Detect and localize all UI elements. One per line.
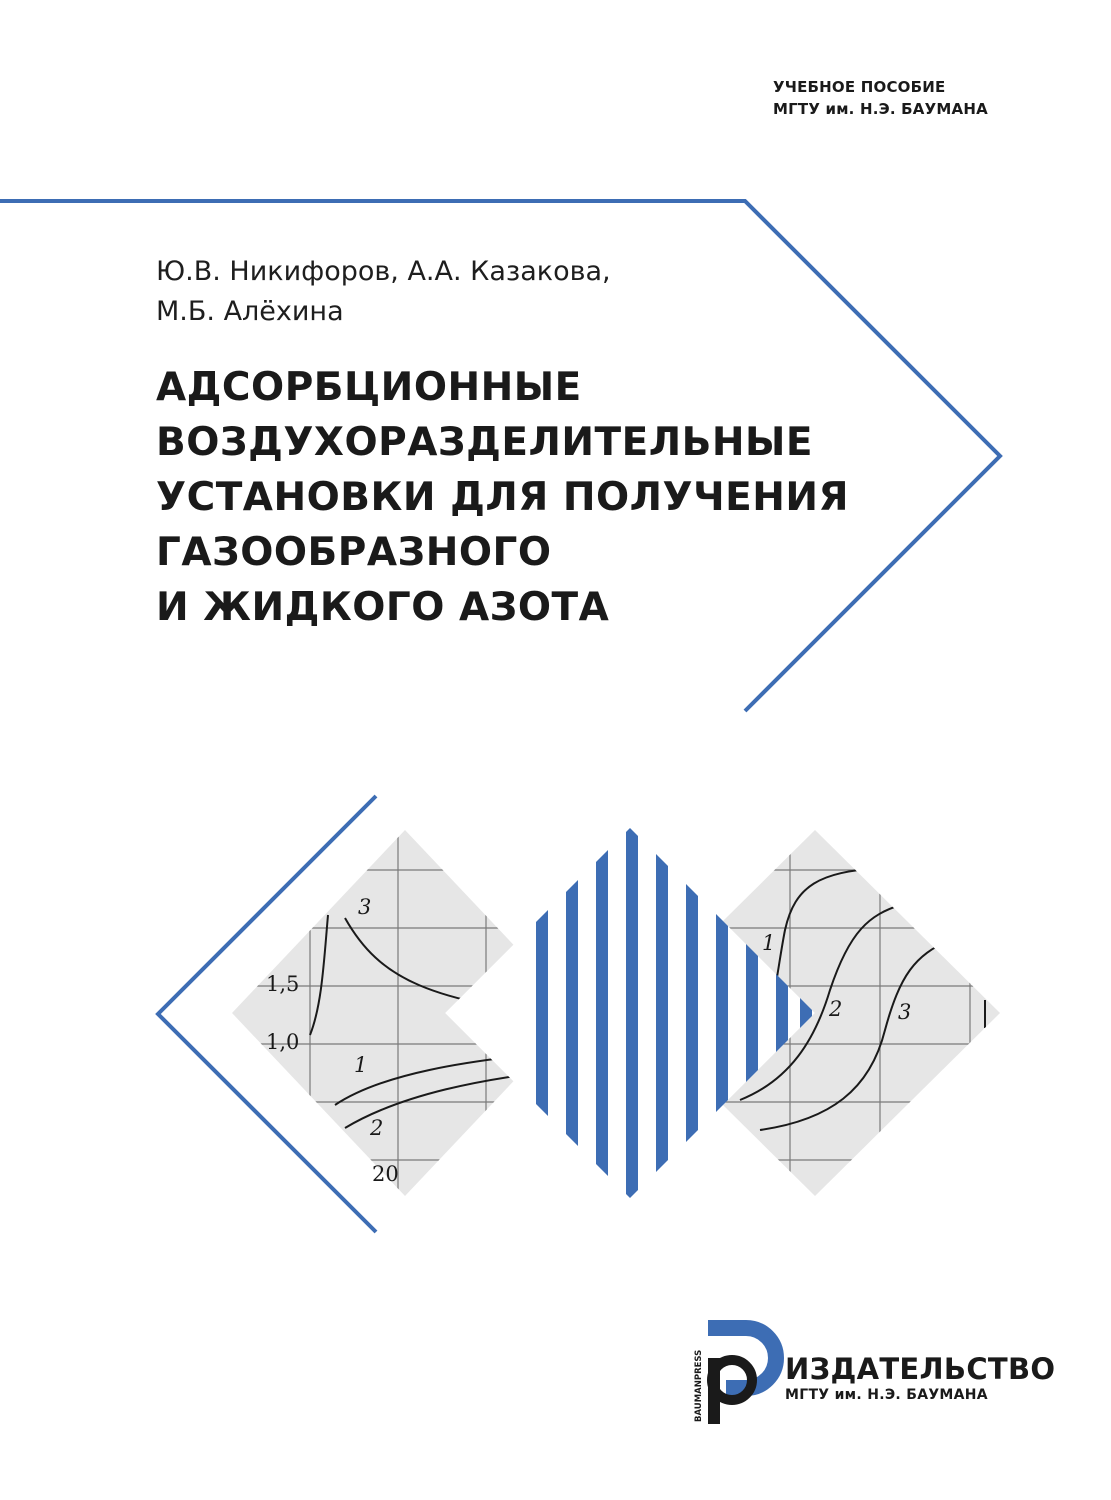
title-line-5: И ЖИДКОГО АЗОТА <box>156 585 610 630</box>
title-line-3: УСТАНОВКИ ДЛЯ ПОЛУЧЕНИЯ <box>156 475 850 520</box>
stripe-1 <box>536 820 548 1210</box>
authors-line-1: Ю.В. Никифоров, А.А. Казакова, <box>156 256 611 287</box>
striped-diamond <box>445 820 815 1210</box>
publisher-name: ИЗДАТЕЛЬСТВО <box>785 1352 1056 1386</box>
title-line-1: АДСОРБЦИОННЫЕ <box>156 365 582 410</box>
right-label-1: 1 <box>762 931 776 955</box>
authors-line-2: М.Б. Алёхина <box>156 296 344 327</box>
title-line-4: ГАЗООБРАЗНОГО <box>156 530 552 575</box>
stripe-3 <box>596 820 608 1210</box>
right-label-2: 2 <box>829 997 843 1021</box>
left-tick-20: 20 <box>372 1162 399 1186</box>
left-label-1: 1 <box>354 1053 368 1077</box>
publisher-vertical-text <box>690 1318 704 1423</box>
stripe-7 <box>716 820 728 1210</box>
right-label-3: 3 <box>898 1000 912 1024</box>
left-label-3: 3 <box>358 895 372 919</box>
publisher-sub: МГТУ им. Н.Э. БАУМАНА <box>785 1387 988 1403</box>
stripe-5 <box>656 820 668 1210</box>
logo-stem <box>708 1358 720 1424</box>
left-tick-1-0: 1,0 <box>266 1030 300 1054</box>
left-tick-1-5: 1,5 <box>266 972 300 996</box>
stripe-6 <box>686 820 698 1210</box>
publisher-logo-icon <box>708 1328 776 1424</box>
title-line-2: ВОЗДУХОРАЗДЕЛИТЕЛЬНЫЕ <box>156 420 814 465</box>
series-line-2: МГТУ им. Н.Э. БАУМАНА <box>773 100 988 118</box>
publisher-vertical-label: BAUMANPRESS <box>694 1349 704 1422</box>
stripe-8 <box>746 820 758 1210</box>
stripe-2 <box>566 820 578 1210</box>
series-line-1: УЧЕБНОЕ ПОСОБИЕ <box>773 78 946 96</box>
stripe-4 <box>626 820 638 1210</box>
left-label-2: 2 <box>370 1116 384 1140</box>
